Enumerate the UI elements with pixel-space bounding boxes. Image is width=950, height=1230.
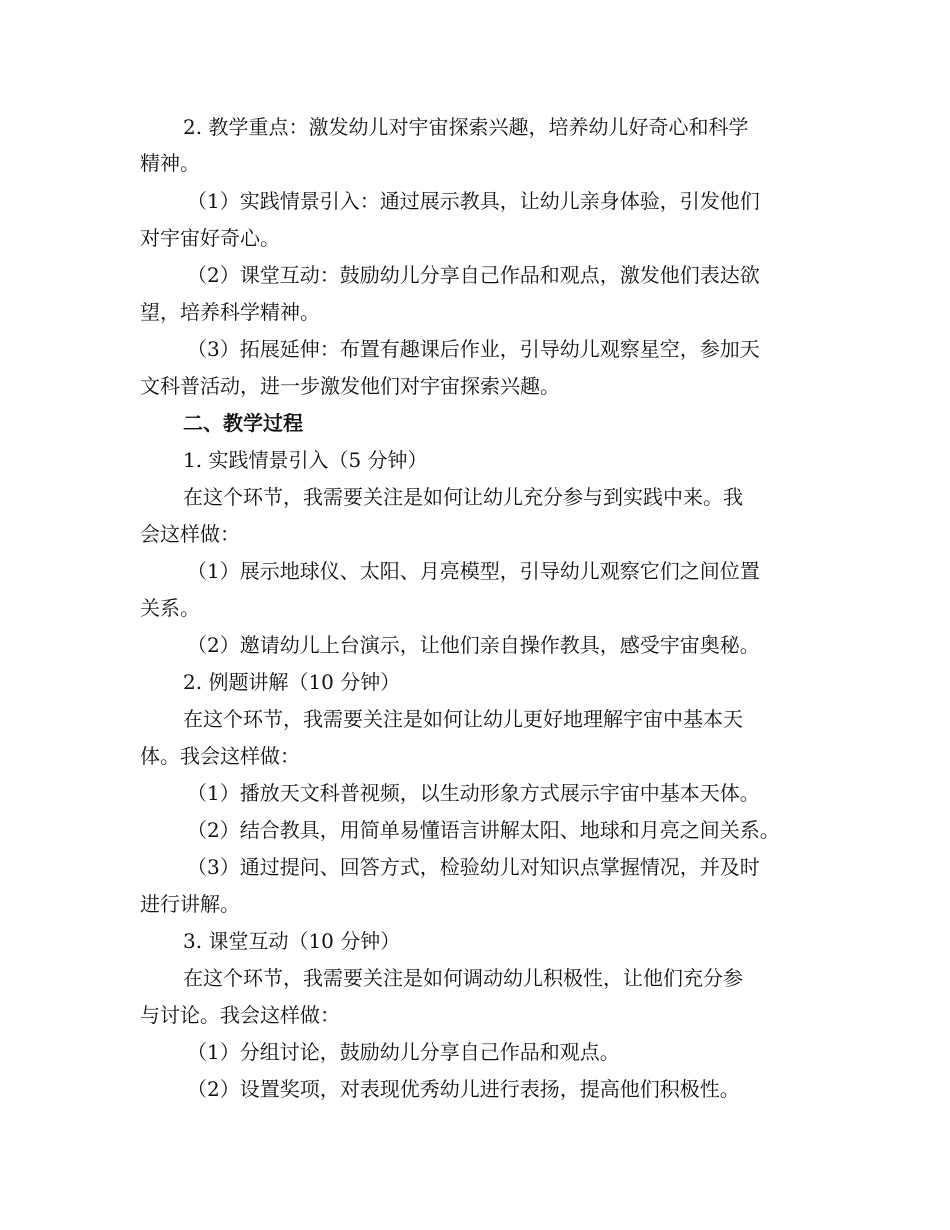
- text-line: 会这样做：: [140, 522, 240, 546]
- text-line: 2. 教学重点：激发幼儿对宇宙探索兴趣，培养幼儿好奇心和科学: [183, 115, 749, 139]
- text-line: 文科普活动，进一步激发他们对宇宙探索兴趣。: [140, 374, 560, 398]
- text-line: （2）邀请幼儿上台演示，让他们亲自操作教具，感受宇宙奥秘。: [187, 633, 760, 657]
- text-line: 在这个环节，我需要关注是如何让幼儿充分参与到实践中来。我: [183, 485, 743, 509]
- text-line: （2）设置奖项，对表现优秀幼儿进行表扬，提高他们积极性。: [187, 1077, 740, 1101]
- text-line: 在这个环节，我需要关注是如何让幼儿更好地理解宇宙中基本天: [183, 707, 743, 731]
- text-line: （2）结合教具，用简单易懂语言讲解太阳、地球和月亮之间关系。: [187, 818, 780, 842]
- text-line: 关系。: [140, 596, 200, 620]
- text-line: （2）课堂互动：鼓励幼儿分享自己作品和观点，激发他们表达欲: [187, 263, 760, 287]
- text-line: （1）展示地球仪、太阳、月亮模型，引导幼儿观察它们之间位置: [187, 559, 760, 583]
- text-line: 望，培养科学精神。: [140, 300, 320, 324]
- text-line: 与讨论。我会这样做：: [140, 1003, 340, 1027]
- section-heading: 二、教学过程: [183, 411, 303, 435]
- subsection-heading: 3. 课堂互动（10 分钟）: [183, 929, 401, 953]
- text-line: （3）拓展延伸：布置有趣课后作业，引导幼儿观察星空，参加天: [187, 337, 760, 361]
- text-line: （3）通过提问、回答方式，检验幼儿对知识点掌握情况，并及时: [187, 855, 760, 879]
- text-line: （1）分组讨论，鼓励幼儿分享自己作品和观点。: [187, 1040, 620, 1064]
- subsection-heading: 1. 实践情景引入（5 分钟）: [183, 448, 428, 472]
- text-line: 在这个环节，我需要关注是如何调动幼儿积极性，让他们充分参: [183, 966, 743, 990]
- text-line: 体。我会这样做：: [140, 744, 300, 768]
- text-line: （1）实践情景引入：通过展示教具，让幼儿亲身体验，引发他们: [187, 189, 760, 213]
- text-line: 对宇宙好奇心。: [140, 226, 280, 250]
- subsection-heading: 2. 例题讲解（10 分钟）: [183, 670, 401, 694]
- text-line: （1）播放天文科普视频，以生动形象方式展示宇宙中基本天体。: [187, 781, 760, 805]
- text-line: 进行讲解。: [140, 892, 240, 916]
- text-line: 精神。: [140, 151, 200, 175]
